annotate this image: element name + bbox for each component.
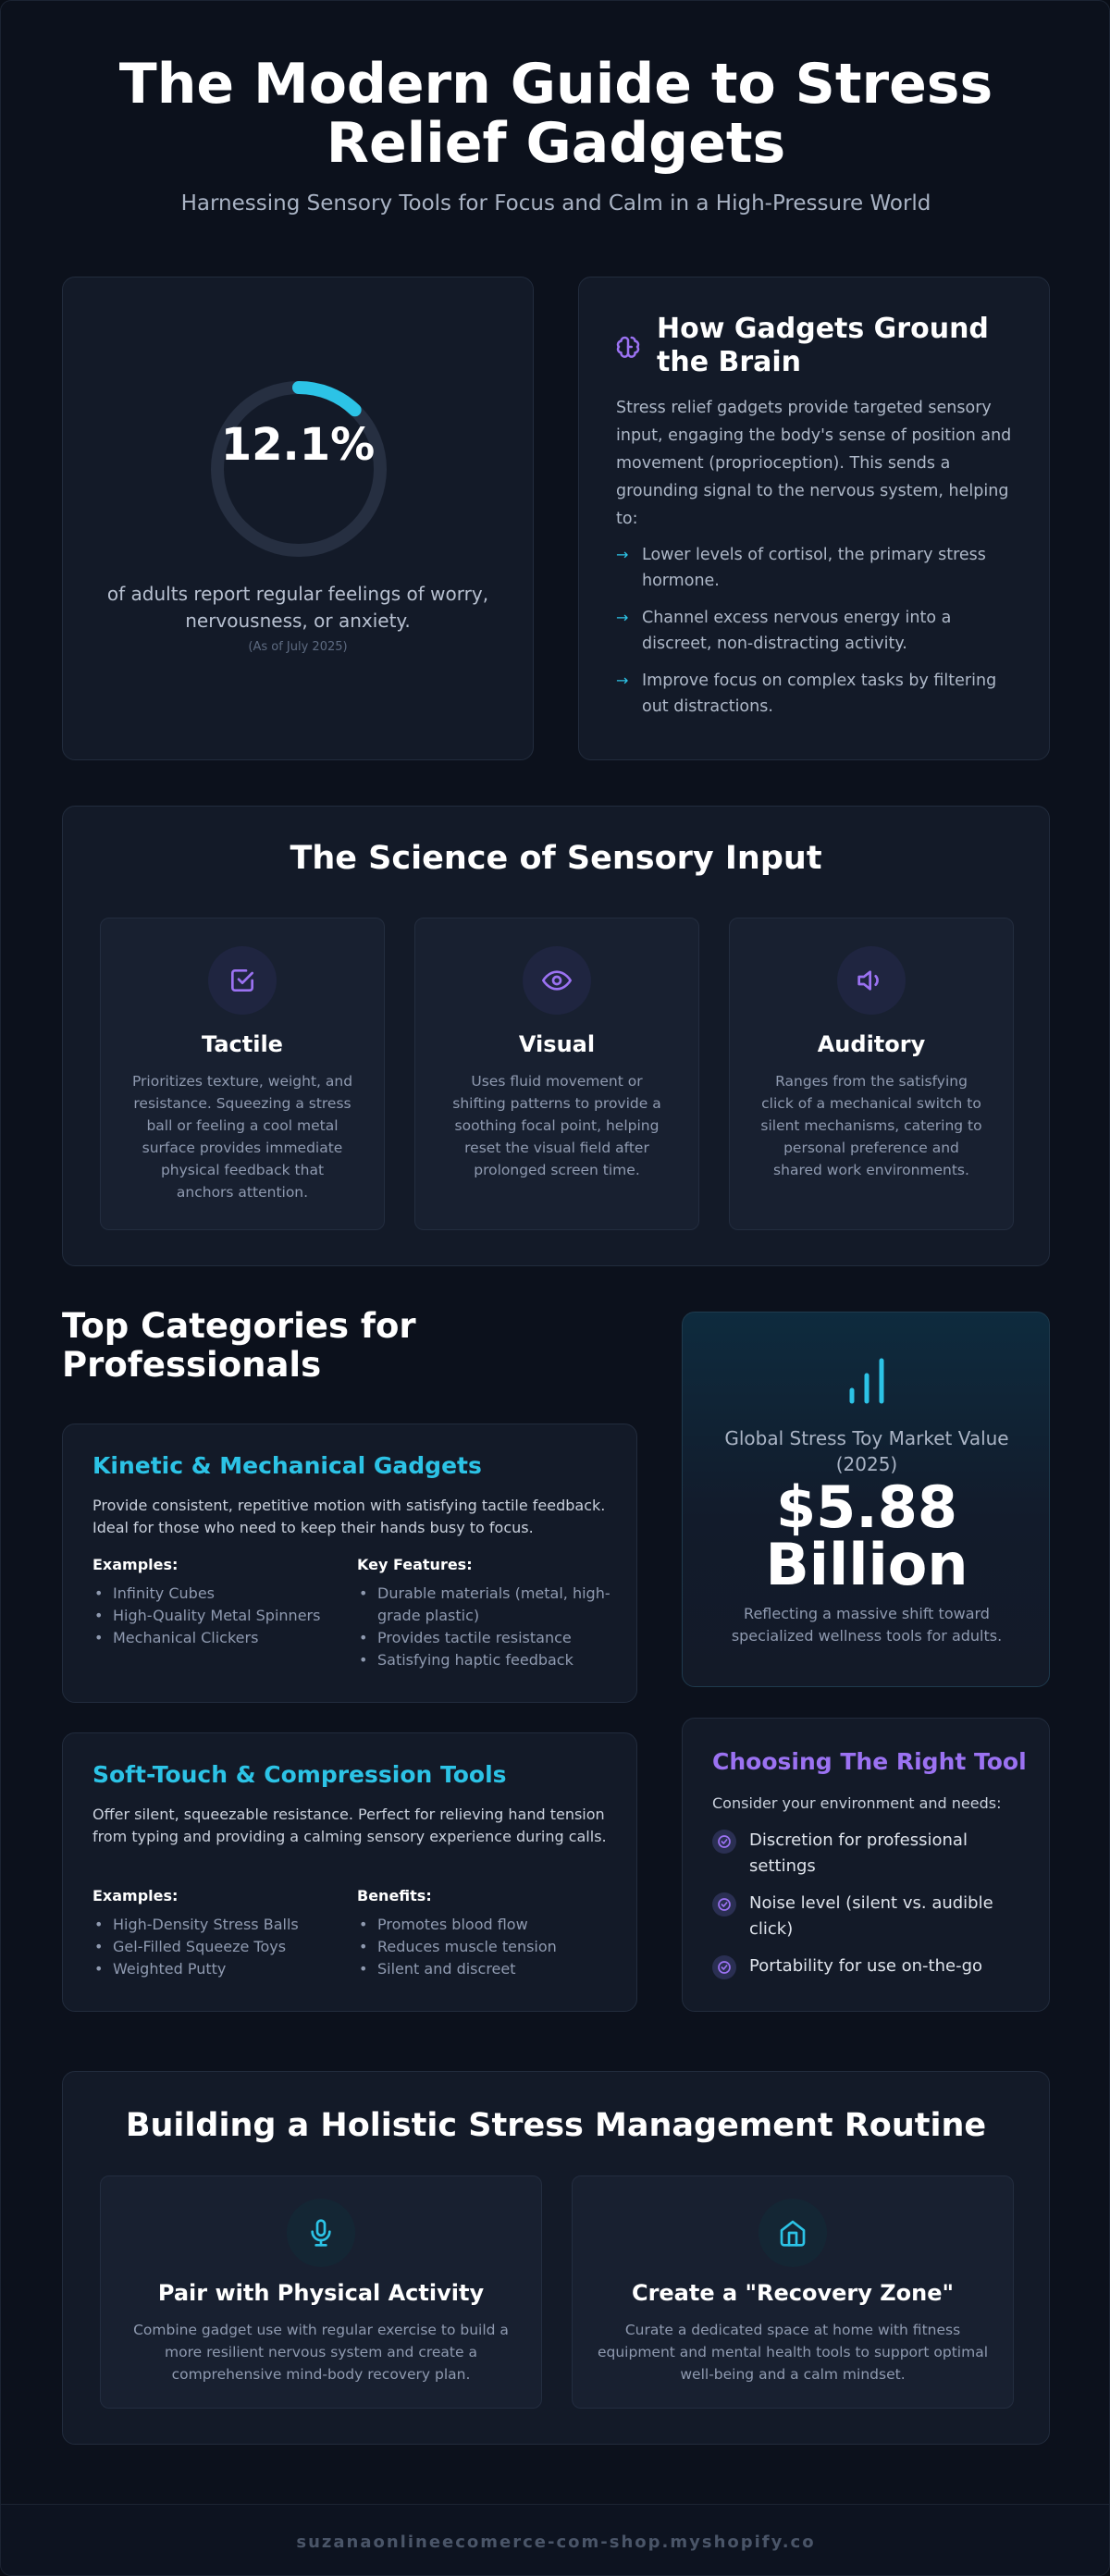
choosing-card [682,1718,1050,2012]
checklist-item: Portability for use on-the-go [712,1954,1027,1983]
list-item: • Weighted Putty [92,1958,352,1980]
stat-caption: of adults report regular feelings of worry, nervousness, or anxiety. [106,583,489,632]
list-item: • Durable materials (metal, high-grade plastic) [357,1583,616,1627]
holistic-card-text: Curate a dedicated space at home with fitness equipment and mental health tools to support optimal well-being and a calm mindset. [597,2322,989,2383]
category-card-kinetic [62,1424,637,1703]
holistic-title: Building a Holistic Stress Management Routine [125,2107,987,2144]
arrow-right-icon: → [616,546,629,563]
market-value: $5.88 Billion [765,1473,968,1598]
features-column: Key Features: • Durable materials (metal, high-grade plastic) • Provides tactile resistance • Satisfying haptic feedback [357,1556,616,1671]
categories-heading: Top Categories for Professionals [62,1306,416,1385]
list-item: • Reduces muscle tension [357,1936,616,1958]
sense-text: Uses fluid movement or shifting patterns to provide a soothing focal point, helping reset the visual field after prolonged screen time. [452,1073,661,1178]
checklist-item: Noise level (silent vs. audible click) [712,1891,1027,1946]
speaker-icon [857,966,886,995]
sense-card-tactile [100,918,385,1230]
check-circle-icon [717,1834,732,1849]
category-description: Provide consistent, repetitive motion with satisfying tactile feedback. Ideal for those who need to keep their hands busy to focus. [92,1497,606,1536]
list-item: → Improve focus on complex tasks by filtering out distractions. [616,668,1023,720]
sense-text: Prioritizes texture, weight, and resistance. Squeezing a stress ball or feeling a cool metal surface provides immediate physical feedback that anchors attention. [131,1073,353,1201]
examples-column: Examples: • High-Density Stress Balls • Gel-Filled Squeeze Toys • Weighted Putty [92,1887,352,1980]
bar-chart-icon [846,1357,887,1405]
sense-card-auditory [729,918,1014,1230]
list-item: • High-Quality Metal Spinners [92,1605,352,1627]
sense-title: Auditory [817,1031,926,1057]
sense-text: Ranges from the satisfying click of a mechanical switch to silent mechanisms, catering to personal preference and shared work environments. [760,1073,982,1178]
market-label: Global Stress Toy Market Value (2025) [724,1427,1009,1475]
holistic-card-text: Combine gadget use with regular exercise to build a more resilient nervous system and create a comprehensive mind-body recovery plan. [133,2322,509,2383]
hero [1,52,1110,216]
market-note: Reflecting a massive shift toward specialized wellness tools for adults. [731,1605,1003,1645]
holistic-section [62,2071,1050,2445]
choosing-subtitle: Consider your environment and needs: [712,1794,1002,1812]
science-section [62,806,1050,1266]
footer-link[interactable]: suzanaonlineecomerce-com-shop.myshopify.co [296,2533,816,2552]
category-card-soft [62,1732,637,2012]
brain-text: Stress relief gadgets provide targeted sensory input, engaging the body's sense of position and movement (proprioception). This sends a grounding signal to the nervous system, helping to: [616,399,1012,528]
list-item: • Mechanical Clickers [92,1627,352,1649]
holistic-card-recovery [572,2175,1014,2409]
examples-column: Examples: • Infinity Cubes • High-Quality Metal Spinners • Mechanical Clickers [92,1556,352,1649]
check-circle-icon [717,1897,732,1912]
stat-card [62,277,534,760]
benefits-column: Benefits: • Promotes blood flow • Reduces muscle tension • Silent and discreet [357,1887,616,1980]
eye-icon [542,966,572,995]
science-title: The Science of Sensory Input [290,840,822,877]
brain-list [616,542,1023,731]
check-circle-icon [717,1960,732,1975]
choosing-title: Choosing The Right Tool [712,1748,1027,1775]
home-icon [778,2218,808,2248]
sense-title: Tactile [202,1031,283,1057]
list-item: • Provides tactile resistance [357,1627,616,1649]
checklist-item: Discretion for professional settings [712,1828,1027,1883]
microphone-icon [306,2218,336,2248]
page-subtitle: Harnessing Sensory Tools for Focus and Calm in a High-Pressure World [180,191,931,216]
market-value-card [682,1312,1050,1687]
category-description: Offer silent, squeezable resistance. Perfect for relieving hand tension from typing and providing a calming sensory experience during calls. [92,1806,607,1845]
list-item: → Channel excess nervous energy into a discreet, non-distracting activity. [616,605,1023,657]
list-item: • Infinity Cubes [92,1583,352,1605]
sense-title: Visual [518,1031,596,1057]
stat-value: 12.1% [220,419,376,471]
list-item: • Satisfying haptic feedback [357,1649,616,1671]
arrow-right-icon: → [616,672,629,689]
category-title: Kinetic & Mechanical Gadgets [92,1452,482,1479]
category-title: Soft-Touch & Compression Tools [92,1761,507,1788]
page-title: The Modern Guide to Stress Relief Gadgets [118,52,993,176]
arrow-right-icon: → [616,609,629,626]
brain-card [578,277,1050,760]
list-item: • Gel-Filled Squeeze Toys [92,1936,352,1958]
sense-card-visual [414,918,699,1230]
list-item: → Lower levels of cortisol, the primary stress hormone. [616,542,1023,594]
brain-icon [614,333,642,361]
list-item: • High-Density Stress Balls [92,1914,352,1936]
holistic-card-title: Create a "Recovery Zone" [631,2280,955,2306]
list-item: • Promotes blood flow [357,1914,616,1936]
stat-date: (As of July 2025) [248,640,348,654]
brain-title: How Gadgets Ground the Brain [657,313,989,378]
holistic-card-activity [100,2175,542,2409]
holistic-card-title: Pair with Physical Activity [157,2280,485,2306]
footer [1,2504,1110,2576]
list-item: • Silent and discreet [357,1958,616,1980]
checkbox-icon [228,966,257,995]
